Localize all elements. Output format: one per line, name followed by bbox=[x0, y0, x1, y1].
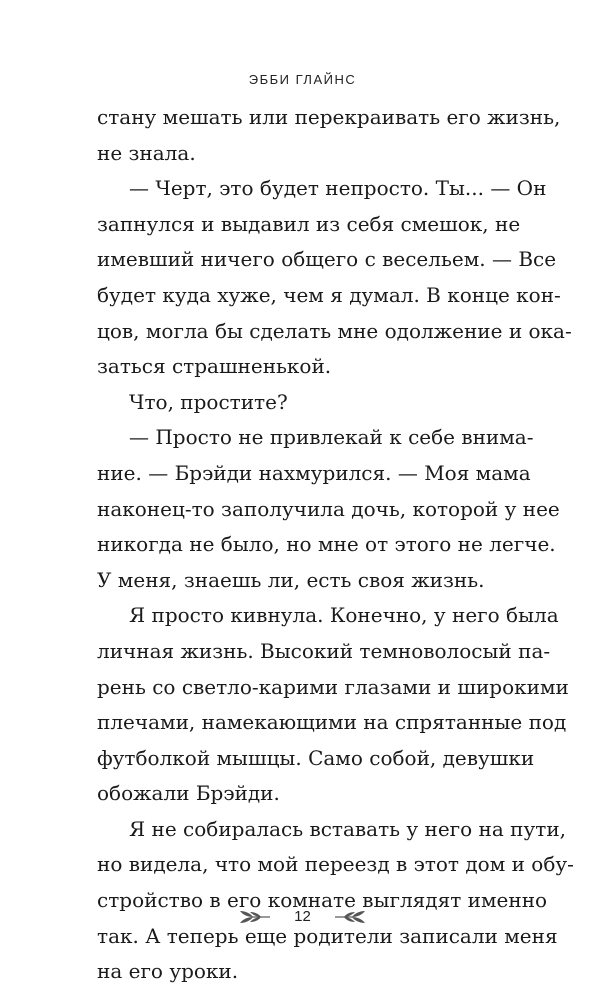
text-line: У меня, знаешь ли, есть своя жизнь. bbox=[97, 567, 485, 592]
text-line: так. А теперь еще родители записали меня bbox=[97, 923, 558, 948]
text-line: стройство в его комнате выглядят именно bbox=[97, 888, 548, 913]
text-line: стану мешать или перекраивать его жизнь, bbox=[97, 105, 561, 129]
text-line: никогда не было, но мне от этого не легче. bbox=[97, 532, 556, 557]
text-line: — Просто не привлекай к себе внима- bbox=[129, 425, 534, 450]
text-line: ние. — Брэйди нахмурился. — Моя мама bbox=[97, 460, 531, 485]
right-leaf-ornament-icon bbox=[333, 909, 367, 925]
text-line: Я просто кивнула. Конечно, у него была bbox=[129, 603, 559, 628]
text-line: обожали Брэйди. bbox=[97, 781, 280, 806]
text-line: Что, простите? bbox=[129, 389, 288, 414]
text-line: будет куда хуже, чем я думал. В конце кон- bbox=[97, 282, 561, 307]
body-text bbox=[97, 100, 574, 990]
text-line: но видела, что мой переезд в этот дом и обу- bbox=[97, 852, 574, 877]
text-line: имевший ничего общего с весельем. — Все bbox=[97, 247, 557, 272]
text-line: цов, могла бы сделать мне одолжение и ока- bbox=[97, 318, 572, 343]
text-line: футболкой мышцы. Само собой, девушки bbox=[97, 745, 535, 770]
text-line: рень со светло-карими глазами и широкими bbox=[97, 674, 569, 699]
text-line: — Черт, это будет непросто. Ты... — Он bbox=[129, 176, 547, 201]
text-line: не знала. bbox=[97, 140, 196, 165]
text-line: заться страшненькой. bbox=[97, 354, 332, 379]
page-footer bbox=[0, 908, 605, 925]
text-line: на его уроки. bbox=[97, 959, 239, 984]
text-line: Я не собиралась вставать у него на пути, bbox=[129, 816, 567, 841]
text-line: личная жизнь. Высокий темноволосый па- bbox=[97, 638, 551, 663]
left-leaf-ornament-icon bbox=[238, 909, 272, 925]
text-line: запнулся и выдавил из себя смешок, не bbox=[97, 211, 521, 236]
text-line: наконец-то заполучила дочь, которой у нее bbox=[97, 496, 560, 521]
running-head: ЭББИ ГЛАЙНС bbox=[248, 72, 357, 87]
page-number: 12 bbox=[294, 908, 311, 925]
text-line: плечами, намекающими на спрятанные под bbox=[97, 710, 567, 735]
